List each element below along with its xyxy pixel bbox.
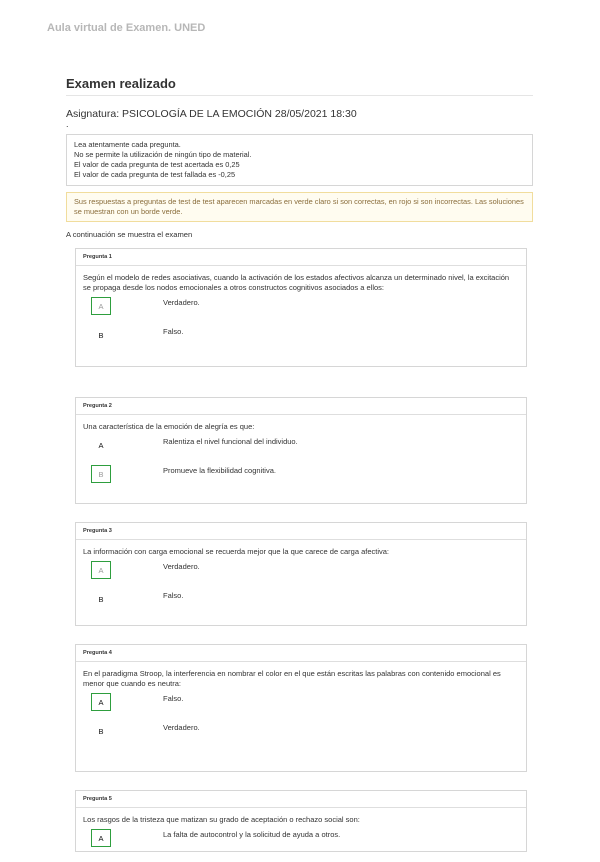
answer-letter-correct: A — [91, 297, 111, 315]
answer-text: Falso. — [163, 591, 184, 600]
question-text: En el paradigma Stroop, la interferencia en nombrar el color en el que están escritas las palabras con contenido emocional es menor que cuando es neutra: — [83, 669, 501, 688]
question-number: Pregunta 3 — [76, 523, 526, 540]
answer-text: Falso. — [163, 327, 184, 336]
subject-heading: Asignatura: PSICOLOGÍA DE LA EMOCIÓN 28/05/2021 18:30 — [66, 108, 357, 120]
answer-text: Verdadero. — [163, 298, 200, 307]
answer-letter-correct: A — [91, 561, 111, 579]
instruction-line: El valor de cada pregunta de test acertada es 0,25 — [74, 160, 240, 169]
question-list — [66, 248, 533, 852]
question-text: La información con carga emocional se recuerda mejor que la que carece de carga afectiva: — [83, 547, 390, 556]
page-title: Examen realizado — [66, 76, 533, 96]
question-body — [76, 540, 526, 623]
answer-letter: A — [98, 440, 104, 450]
question-number: Pregunta 5 — [76, 791, 526, 808]
answer-option — [83, 561, 519, 586]
answer-option — [83, 693, 519, 718]
answer-option — [83, 326, 519, 351]
question-body — [76, 266, 526, 359]
answer-option — [83, 465, 519, 490]
question-body — [76, 415, 526, 498]
answer-letter-correct: A — [91, 829, 111, 847]
question-card — [75, 248, 527, 367]
question-text: Según el modelo de redes asociativas, cuando la activación de los estados afectivos alcanza un determinado nivel, la excitación se propaga desde los nodos emocionales a otros constructos cognitivos asociados a ellos: — [83, 273, 510, 292]
question-text: Los rasgos de la tristeza que matizan su grado de aceptación o rechazo social son: — [83, 815, 360, 824]
answer-text: Verdadero. — [163, 562, 200, 571]
question-card — [75, 790, 527, 852]
question-card — [75, 522, 527, 626]
subject-dot: . — [66, 119, 69, 129]
site-brand: Aula virtual de Examen. UNED — [47, 22, 206, 34]
answer-text: Falso. — [163, 694, 184, 703]
answer-option — [83, 590, 519, 615]
answer-option — [83, 436, 519, 461]
answer-option — [83, 297, 519, 322]
answer-letter-correct: B — [91, 465, 111, 483]
answer-option — [83, 829, 519, 854]
question-number: Pregunta 1 — [76, 249, 526, 266]
instructions-box — [66, 134, 533, 186]
question-number: Pregunta 2 — [76, 398, 526, 415]
question-text: Una característica de la emoción de alegría es que: — [83, 422, 255, 431]
answer-option — [83, 722, 519, 747]
instruction-line: No se permite la utilización de ningún tipo de material. — [74, 150, 252, 159]
exam-intro: A continuación se muestra el examen — [66, 230, 193, 239]
instruction-line: Lea atentamente cada pregunta. — [74, 140, 181, 149]
answer-text: La falta de autocontrol y la solicitud de ayuda a otros. — [163, 830, 341, 839]
question-body — [76, 808, 526, 862]
question-body — [76, 662, 526, 755]
exam-content — [66, 76, 533, 852]
answer-letter-correct: A — [91, 693, 111, 711]
question-number: Pregunta 4 — [76, 645, 526, 662]
answer-text: Promueve la flexibilidad cognitiva. — [163, 466, 276, 475]
answer-letter: B — [98, 330, 104, 340]
answer-legend-alert: Sus respuestas a preguntas de test de test aparecen marcadas en verde claro si son correctas, en rojo si son incorrectas. Las soluciones se muestran con un borde verde. — [66, 192, 533, 222]
answer-letter: B — [98, 726, 104, 736]
answer-text: Verdadero. — [163, 723, 200, 732]
answer-text: Ralentiza el nivel funcional del individuo. — [163, 437, 298, 446]
question-card — [75, 397, 527, 504]
question-card — [75, 644, 527, 772]
instruction-line: El valor de cada pregunta de test fallada es -0,25 — [74, 170, 236, 179]
answer-letter: B — [98, 594, 104, 604]
